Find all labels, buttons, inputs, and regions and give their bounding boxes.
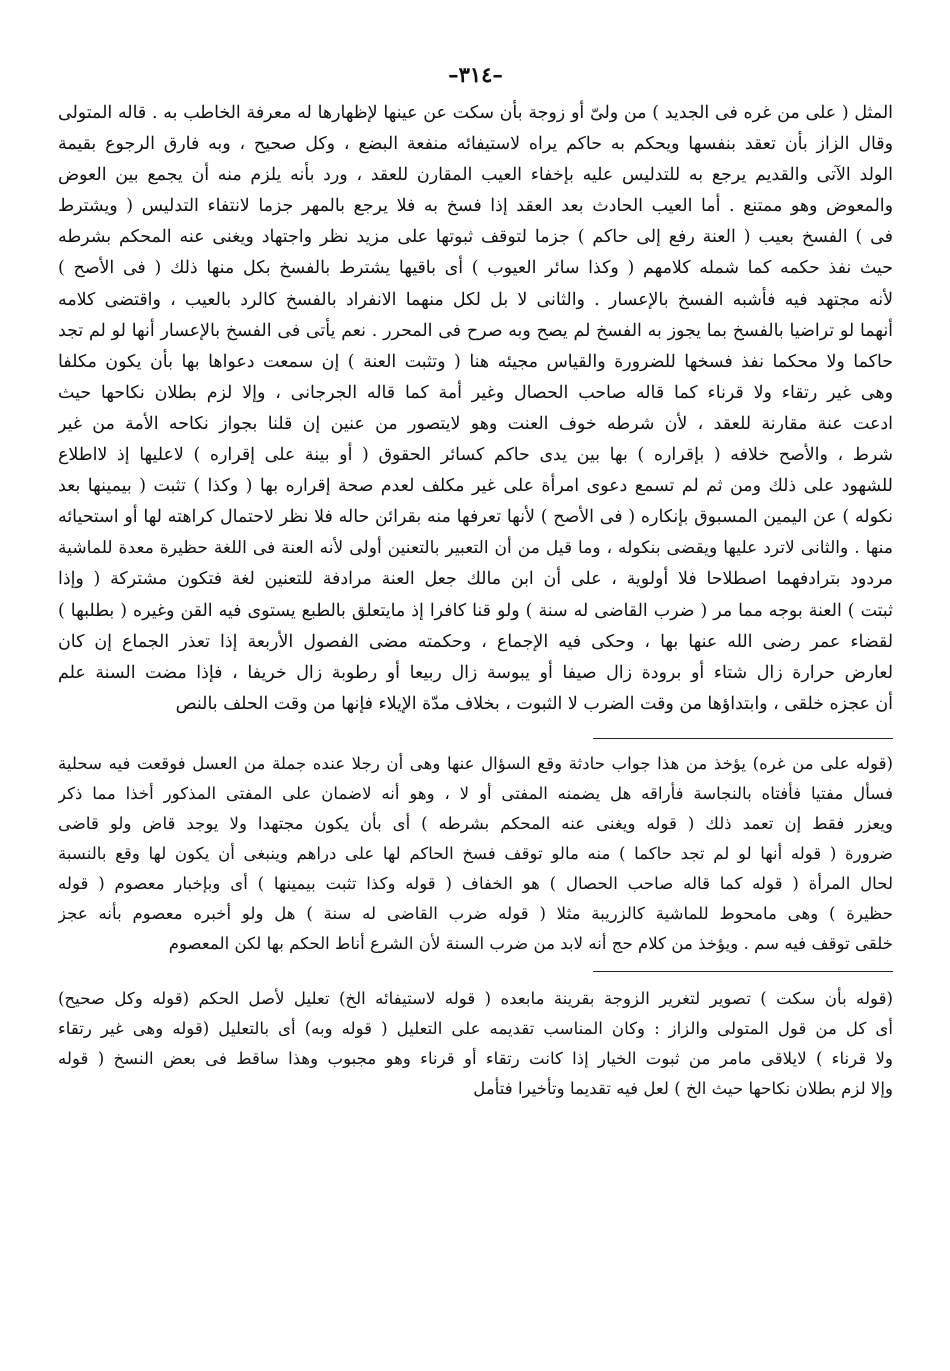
main-text-line: المثل ( على من غره فى الجديد ) من ولىّ أو زوجة بأن سكت عن عينها لإظهارها له معرفة الخاطب به . قاله المتولى	[58, 103, 893, 123]
main-text-line: مردود بترادفهما اصطلاحا فلا أولوية ، على أن ابن مالك جعل العنة مرادفة للتعنين لغة فتكون مشتركة ( وإذا	[58, 569, 893, 590]
footnote-line: فسأل مفتيا فأفتاه بالنجاسة فأراقه هل يضمنه المفتى أو لا ، وهو أنه لاضمان على المفتى المذكور أخذا مما ذكر	[58, 783, 893, 803]
main-text-line: وقال الزاز بأن تعقد بنفسها ويحكم به حاكم يراه لاستيفائه منفعة البضع ، وكل صحيح ، وبه فارق الرجوع بقيمة	[58, 134, 893, 155]
book-page	[58, 58, 893, 1104]
footnote-line: ولا قرناء ) لايلاقى مامر من ثبوت الخيار إذا كانت رتقاء أو قرناء وهو مجبوب وهذا ساقط فى بعض النسخ ( قوله	[58, 1048, 893, 1068]
footnotes-first-block	[58, 749, 893, 959]
main-text-line: والمعوض وهو ممتنع . أما العيب الحادث بعد العقد إذا فسخ به فلا يرجع بالمهر جزما لانتفاء التدليس ( ويشترط	[58, 196, 893, 217]
main-text-line: للشهود على ذلك ومن ثم لم تسمع دعوى امرأة على غير مكلف لعدم صحة إقراره بها ( وكذا ) تثبت ( بيمينها بعد	[58, 476, 893, 497]
main-text-line: أن عجزه خلقى ، وابتداؤها من وقت الضرب لا الثبوت ، بخلاف مدّة الإيلاء فإنها من وقت الحلف بالنص	[175, 693, 893, 714]
main-text-line: ادعت عنة مقارنة للعقد ، لأن شرطه خوف العنت وهو لايتصور من عنين إن قلنا بجواز نكاحه الأمة من غير	[58, 413, 893, 434]
main-text-line: منها . والثانى لاترد عليها ويقضى بنكوله ، وما قيل من أن التعبير بالتعنين أولى لأنه العنة فى اللغة حظيرة معدة للماشية	[58, 538, 893, 559]
footnote-line: (قوله على من غره) يؤخذ من هذا جواب حادثة وقع السؤال عنها وهى أن رجلا عنده جملة من العسل فوقعت فيه سحلية	[58, 753, 893, 773]
footnote-line: لحال المرأة ( قوله كما قاله صاحب الحصال ) هو الخفاف ( قوله وكذا تثبت بيمينها ) أى وبإخبار معصوم ( قوله	[58, 873, 893, 893]
footnote-separator	[593, 971, 893, 972]
main-text-line: لقضاء عمر رضى الله عنها بها ، وحكى فيه الإجماع ، وحكمته مضى الفصول الأربعة إذا تعذر الجماع إن كان	[58, 631, 893, 652]
main-text-line: حاكما ولا محكما نفذ فسخها للضرورة والقياس مجيئه هنا ( وتثبت العنة ) إن سمعت دعواها بها بأن يكون مكلفا	[58, 351, 893, 372]
page-number: –٣١٤–	[448, 62, 503, 87]
main-text-line: فى ) الفسخ بعيب ( العنة رفع إلى حاكم ) جزما لتوقف ثبوتها على مزيد نظر واجتهاد ويغنى عنه المحكم بشرطه	[58, 227, 893, 248]
footnote-line: وإلا لزم بطلان نكاحها حيث الخ ) لعل فيه تقديما وتأخيرا فتأمل	[473, 1078, 893, 1098]
main-text-line: لأنه مجتهد فيه فأشبه الفسخ بالإعسار . والثانى لا بل لكل منهما الانفراد بالفسخ كالرد بالعيب ، واقتضى كلامه	[58, 289, 893, 310]
main-text-line: ثبتت ) العنة بوجه مما مر ( ضرب القاضى له سنة ) ولو قنا كافرا إذ مايتعلق بالطبع يستوى فيه القن وغيره ( بطلبها )	[58, 600, 893, 621]
footnote-line: ضرورة ( قوله أنها لو لم تجد حاكما ) منه مالو توقف فسخ الحاكم لها على دراهم وينبغى أن يكون لها وقع بالنسبة	[58, 843, 893, 863]
main-text-line: حيث نفذ حكمه كما شمله كلامهم ( وكذا سائر العيوب ) أى باقيها يشترط بالفسخ بكل منها ذلك ( فى الأصح )	[58, 258, 893, 279]
main-text-block	[58, 98, 893, 720]
footnotes-second-block	[58, 984, 893, 1104]
footnote-separator	[593, 738, 893, 739]
footnote-line: (قوله بأن سكت ) تصوير لتغرير الزوجة بقرينة مابعده ( قوله لاستيفائه الخ) تعليل لأصل الحكم (قوله وكل صحيح)	[58, 988, 893, 1008]
main-text-line: أنهما لو تراضيا بالفسخ بما يجوز به الفسخ لم يصح وبه صرح فى المحرر . نعم يأتى فى الفسخ بالإعسار أنها لو لم تجد	[58, 320, 893, 341]
main-text-line: وهى غير رتقاء ولا قرناء كما قاله صاحب الحصال وغير أمة كما قاله الجرجانى ، وإلا لزم بطلان نكاحها حيث	[58, 382, 893, 403]
footnote-line: خلقى توقف فيه سم . ويؤخذ من كلام حج أنه لابد من ضرب السنة لأن الشرع أناط الحكم بها لكن المعصوم	[168, 933, 893, 953]
footnote-line: ويعزر فقط إن تعمد ذلك ( قوله ويغنى عنه المحكم بشرطه ) أى بأن يكون مجتهدا ولا يوجد قاض ولو قاضى	[58, 813, 893, 833]
main-text-line: الولد الآتى والقديم يرجع به للتدليس عليه بإخفاء العيب المقارن للعقد ، ورد بأنه يلزم منه أن يجمع بين العوض	[58, 165, 893, 186]
main-text-line: نكوله ) عن اليمين المسبوق بإنكاره ( فى الأصح ) لأنها تعرفها منه بقرائن حاله فلا نظر لاحتمال كراهته لها أو استحيائه	[58, 507, 893, 528]
footnote-line: حظيرة ) وهى مامحوط للماشية كالزريبة مثلا ( قوله ضرب القاضى له سنة ) هل ولو أخبره معصوم بأنه عجز	[58, 903, 893, 923]
main-text-line: شرط ، والأصح خلافه ( بإقراره ) بها بين يدى حاكم كسائر الحقوق ( أو بينة على إقراره ) لاعليها إذ لااطلاع	[58, 445, 893, 466]
main-text-line: لعارض حرارة زال شتاء أو برودة زال صيفا أو يبوسة زال ربيعا أو رطوبة زال خريفا ، فإذا مضت السنة علم	[58, 662, 893, 683]
footnote-line: أى كل من قول المتولى والزاز : وكان المناسب تقديمه على التعليل ( قوله وبه) أى بالتعليل (قوله وهى غير رتقاء	[58, 1018, 893, 1038]
